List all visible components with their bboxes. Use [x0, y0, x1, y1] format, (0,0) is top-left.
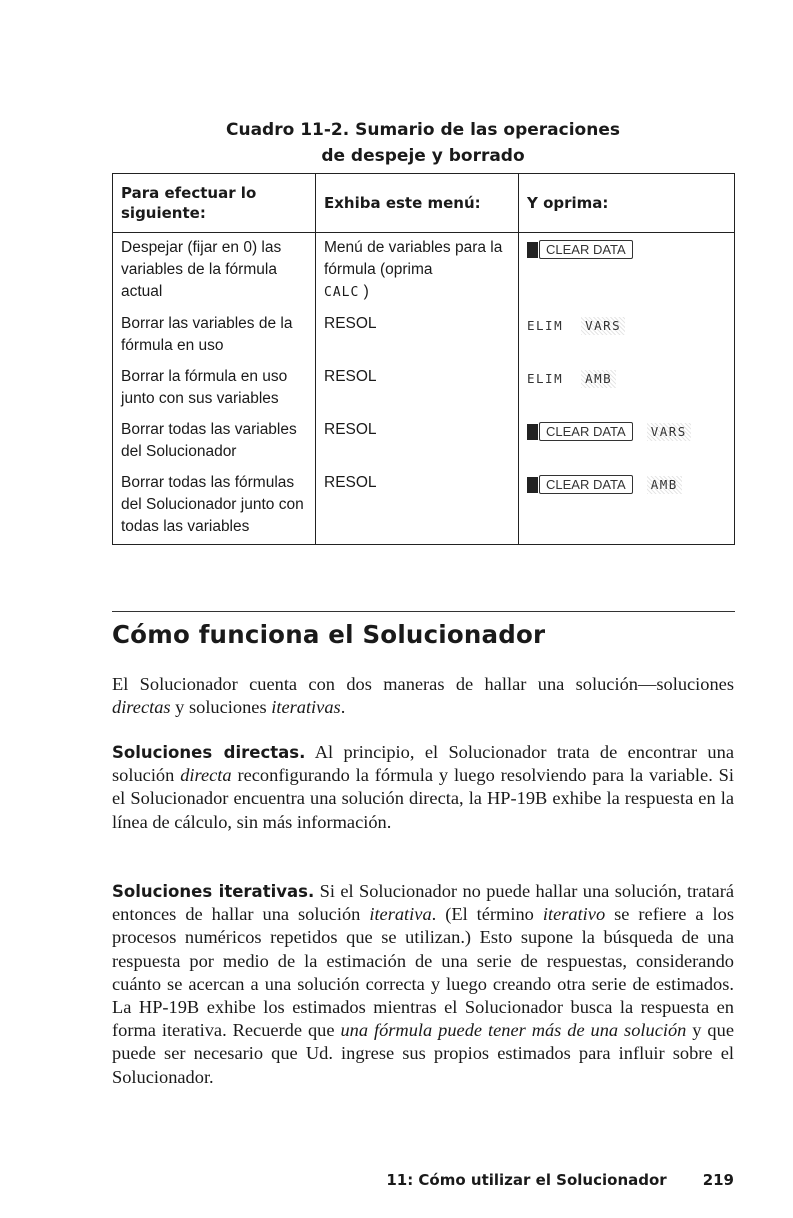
- header-keys: Y oprima:: [519, 174, 735, 233]
- row-keys: [519, 309, 735, 362]
- table-row: [113, 415, 735, 468]
- iterative-emph-3: una fórmula puede tener más de una solución: [340, 1020, 687, 1041]
- row-action: Despejar (fijar en 0) las variables de la fórmula actual: [113, 233, 316, 310]
- table-row: [113, 233, 735, 310]
- softkey-vars: VARS: [647, 423, 691, 441]
- iterative-paragraph: [112, 880, 734, 1089]
- iterative-text-1: Si el Solucionador no puede hallar una solución, tratará entonces de hallar una solución: [112, 881, 734, 925]
- softkey-elim: ELIM: [527, 318, 564, 333]
- page-footer: [112, 1171, 734, 1189]
- clear-data-key: CLEAR DATA: [539, 240, 633, 259]
- table-row: [113, 468, 735, 545]
- row-menu-text: Menú de variables para la fórmula (oprima: [324, 239, 503, 278]
- row-keys: [519, 362, 735, 415]
- row-menu: [316, 233, 519, 310]
- row-action: Borrar la fórmula en uso junto con sus variables: [113, 362, 316, 415]
- summary-table: [112, 173, 735, 545]
- calc-key-label: CALC: [324, 285, 360, 300]
- row-menu: RESOL: [316, 468, 519, 545]
- page-number: 219: [702, 1171, 734, 1189]
- row-keys: [519, 233, 735, 310]
- intro-text-3: .: [340, 697, 346, 718]
- iterative-emph-2: iterativo: [542, 904, 606, 925]
- intro-emph-directas: directas: [112, 697, 171, 718]
- intro-text-1: El Solucionador cuenta con dos maneras de hallar una solución—soluciones: [112, 674, 734, 694]
- direct-emph: directa: [180, 765, 232, 786]
- row-menu: RESOL: [316, 362, 519, 415]
- header-menu: Exhiba este menú:: [316, 174, 519, 233]
- direct-runin-heading: Soluciones directas.: [112, 743, 306, 762]
- clear-data-key: CLEAR DATA: [539, 475, 633, 494]
- row-action: Borrar las variables de la fórmula en uso: [113, 309, 316, 362]
- direct-paragraph: [112, 741, 734, 834]
- iterative-text-4: y que puede ser necesario que Ud. ingrese sus propios estimados para influir sobre el Solucionador.: [112, 1020, 734, 1087]
- section-divider: [112, 611, 735, 612]
- header-action: Para efectuar lo siguiente:: [113, 174, 316, 233]
- direct-text-2: reconfigurando la fórmula y luego resolviendo para la variable. Si el Solucionador encuentra una solución directa, la HP-19B exhibe la respuesta en la línea de cálculo, sin más información.: [112, 765, 734, 832]
- footer-chapter: 11: Cómo utilizar el Solucionador: [386, 1171, 667, 1189]
- row-menu-close: ): [363, 283, 369, 300]
- intro-text-2: y soluciones: [170, 697, 272, 718]
- row-action: Borrar todas las variables del Solucionador: [113, 415, 316, 468]
- table-caption: [112, 117, 734, 169]
- table-header-row: [113, 174, 735, 233]
- shift-key-icon: [527, 242, 538, 258]
- clear-data-key: CLEAR DATA: [539, 422, 633, 441]
- softkey-amb: AMB: [647, 476, 682, 494]
- softkey-elim: ELIM: [527, 371, 564, 386]
- iterative-text-2: . (El término: [431, 904, 543, 925]
- row-keys: [519, 415, 735, 468]
- caption-line-2: de despeje y borrado: [321, 146, 525, 166]
- row-action: Borrar todas las fórmulas del Solucionador junto con todas las variables: [113, 468, 316, 545]
- caption-line-1: Cuadro 11-2. Sumario de las operaciones: [226, 120, 620, 140]
- table-row: [113, 362, 735, 415]
- direct-text-1: Al principio, el Solucionador trata de encontrar una solución: [112, 742, 734, 786]
- intro-emph-iterativas: iterativas: [271, 697, 341, 718]
- row-menu: RESOL: [316, 309, 519, 362]
- iterative-runin-heading: Soluciones iterativas.: [112, 882, 315, 901]
- shift-key-icon: [527, 477, 538, 493]
- section-title: Cómo funciona el Solucionador: [112, 620, 546, 649]
- row-menu: RESOL: [316, 415, 519, 468]
- iterative-text-3: se refiere a los procesos numéricos repetidos que se utilizan.) Esto supone la búsqueda de una respuesta por medio de la estimación de una serie de respuestas, considerando cuánto se acercan a una solución correcta y luego creando otra serie de estimados. La HP-19B exhibe los estimados mientras el Solucionador busca la respuesta en forma iterativa. Recuerde que: [112, 904, 734, 1041]
- shift-key-icon: [527, 424, 538, 440]
- intro-paragraph: [112, 673, 734, 719]
- iterative-emph-1: iterativa: [369, 904, 432, 925]
- row-keys: [519, 468, 735, 545]
- table-row: [113, 309, 735, 362]
- softkey-vars: VARS: [581, 317, 625, 335]
- softkey-amb: AMB: [581, 370, 616, 388]
